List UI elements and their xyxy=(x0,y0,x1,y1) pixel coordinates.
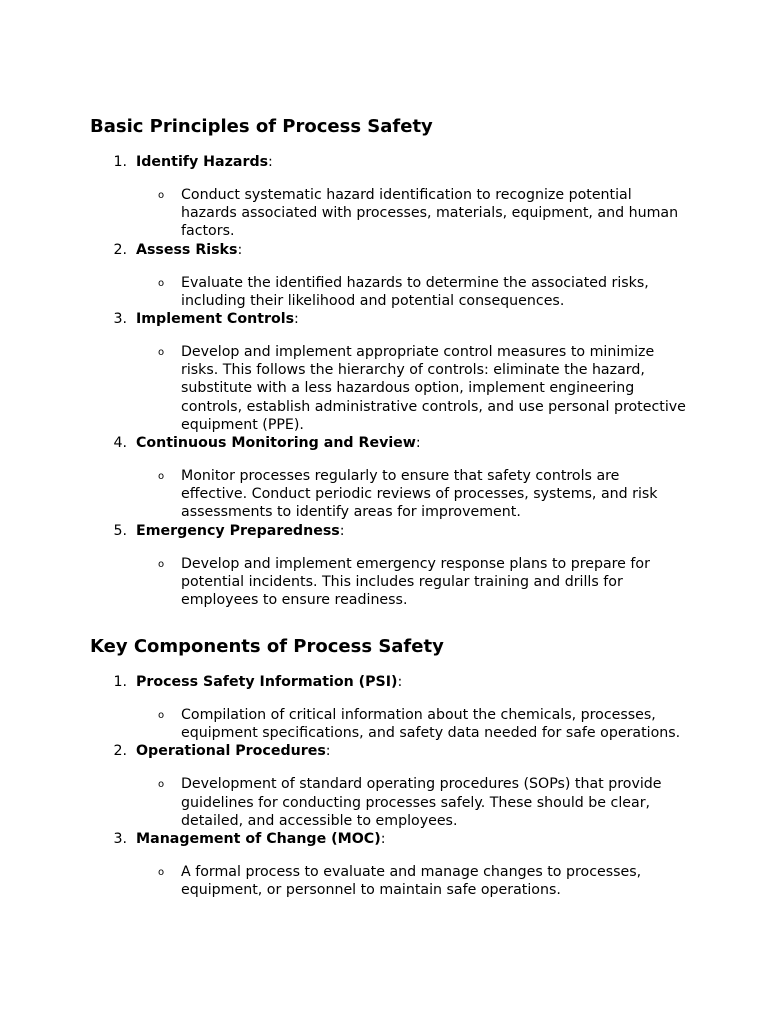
sub-item-text: Evaluate the identified hazards to determine the associated risks, including their likelihood and potential consequences. xyxy=(181,274,649,309)
item-term: Implement Controls xyxy=(136,311,295,328)
sub-item xyxy=(90,555,690,610)
circle-bullet-icon: o xyxy=(158,779,165,791)
list-item xyxy=(90,310,690,434)
item-heading xyxy=(90,434,690,452)
item-number: 4. xyxy=(113,435,127,452)
sub-item-text: Develop and implement emergency response plans to prepare for potential incidents. This includes regular training and drills for employees to ensure readiness. xyxy=(181,555,650,609)
sub-item-text: Monitor processes regularly to ensure that safety controls are effective. Conduct periodic reviews of processes, systems, and risk assessments to identify areas for improvement. xyxy=(181,468,658,521)
sub-item-text: Development of standard operating procedures (SOPs) that provide guidelines for conducting processes safely. These should be clear, detailed, and accessible to employees. xyxy=(181,776,662,829)
sub-item-text: Compilation of critical information about the chemicals, processes, equipment specifications, and safety data needed for safe operations. xyxy=(181,707,681,742)
item-heading xyxy=(90,673,690,691)
item-colon: : xyxy=(397,674,403,690)
sub-item xyxy=(90,775,690,830)
item-heading xyxy=(90,830,690,848)
circle-bullet-icon: o xyxy=(158,347,165,359)
list-item xyxy=(90,742,690,830)
section-key-components xyxy=(90,636,690,899)
list-item xyxy=(90,673,690,742)
item-heading xyxy=(90,310,690,328)
item-heading xyxy=(90,153,690,171)
section-basic-principles xyxy=(90,116,690,609)
item-heading xyxy=(90,522,690,540)
sub-item xyxy=(90,274,690,310)
item-colon: : xyxy=(380,831,386,848)
item-number: 3. xyxy=(113,311,127,328)
sub-item xyxy=(90,706,690,742)
item-colon: : xyxy=(294,311,299,328)
item-colon: : xyxy=(237,241,243,258)
circle-bullet-icon: o xyxy=(158,867,165,879)
circle-bullet-icon: o xyxy=(158,277,165,289)
sub-item xyxy=(90,343,690,434)
item-term: Emergency Preparedness xyxy=(136,522,340,539)
item-heading xyxy=(90,241,690,259)
item-number: 5. xyxy=(113,522,127,539)
item-term: Assess Risks xyxy=(136,241,238,258)
item-term: Management of Change (MOC) xyxy=(136,831,381,848)
item-colon: : xyxy=(339,522,345,539)
list-item xyxy=(90,522,690,610)
item-term: Operational Procedures xyxy=(136,743,326,760)
section-title: Basic Principles of Process Safety xyxy=(90,116,433,137)
circle-bullet-icon: o xyxy=(158,558,165,570)
item-number: 3. xyxy=(113,831,127,848)
item-number: 2. xyxy=(113,743,127,760)
list-item xyxy=(90,153,690,241)
item-heading xyxy=(90,742,690,760)
sub-item xyxy=(90,467,690,522)
item-term: Continuous Monitoring and Review xyxy=(136,435,416,452)
section-title: Key Components of Process Safety xyxy=(90,636,444,657)
sub-item xyxy=(90,863,690,899)
item-term: Process Safety Information (PSI) xyxy=(136,674,398,690)
sub-item xyxy=(90,186,690,241)
list-item xyxy=(90,434,690,522)
item-colon: : xyxy=(325,743,331,760)
circle-bullet-icon: o xyxy=(158,471,165,483)
circle-bullet-icon: o xyxy=(158,710,165,721)
sub-item-text: A formal process to evaluate and manage changes to processes, equipment, or personnel to maintain safe operations. xyxy=(181,864,642,899)
sub-item-text: Develop and implement appropriate control measures to minimize risks. This follows the hierarchy of controls: eliminate the hazard, substitute with a less hazardous option, implement engineering controls, establish administrative controls, and use personal protective equipment (PPE). xyxy=(181,344,686,433)
sub-item-text: Conduct systematic hazard identification to recognize potential hazards associated with processes, materials, equipment, and human factors. xyxy=(181,187,679,240)
item-number: 1. xyxy=(113,154,127,170)
list-item xyxy=(90,830,690,899)
item-number: 1. xyxy=(113,674,127,690)
item-colon: : xyxy=(268,154,273,170)
list-item xyxy=(90,241,690,310)
item-term: Identify Hazards xyxy=(136,154,269,170)
item-colon: : xyxy=(415,435,421,452)
circle-bullet-icon: o xyxy=(158,190,165,201)
item-number: 2. xyxy=(113,241,127,258)
